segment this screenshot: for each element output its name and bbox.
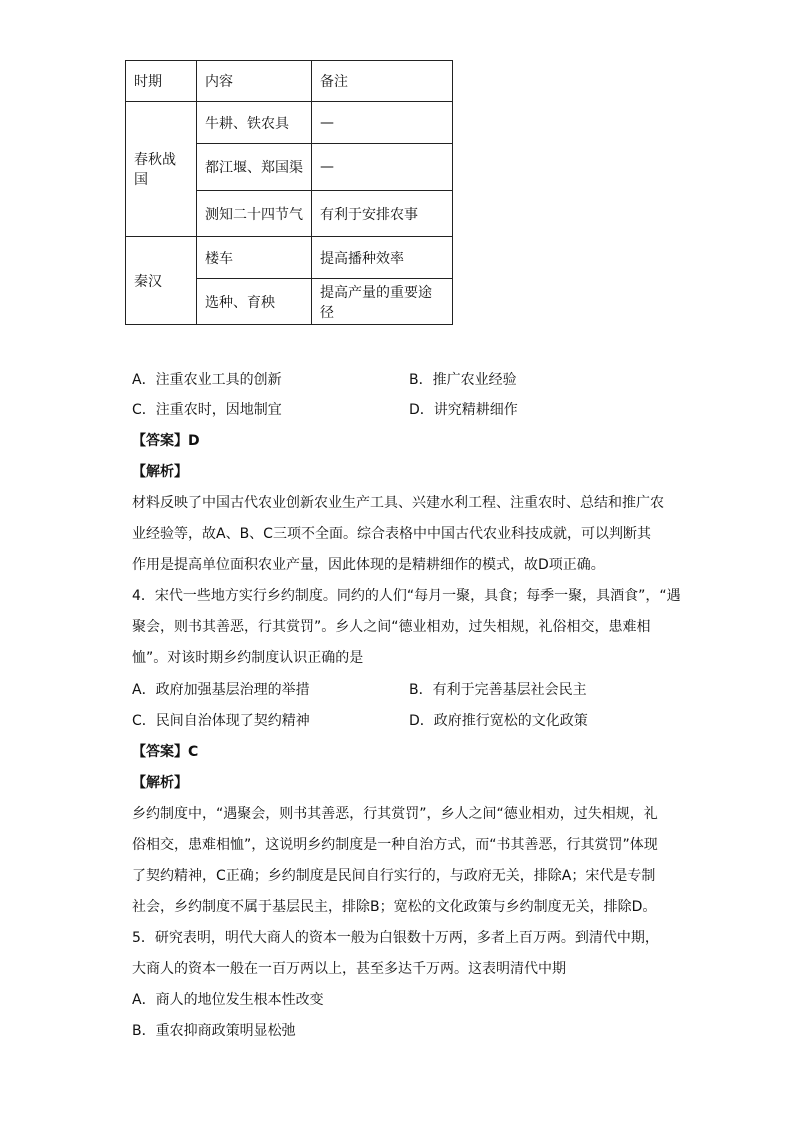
period-cell: 春秋战国 <box>126 102 197 237</box>
note-cell: 提高播种效率 <box>312 237 453 279</box>
q5-option-b: B．重农抑商政策明显松弛 <box>132 1023 296 1039</box>
table-header-row <box>126 61 453 102</box>
q4-analysis-line: 俗相交，患难相恤”，这说明乡约制度是一种自治方式，而“书其善恶，行其赏罚”体现 <box>132 837 658 853</box>
q4-analysis-line: 了契约精神，C正确；乡约制度是民间自行实行的，与政府无关，排除A；宋代是专制 <box>132 868 656 884</box>
note-cell: 有利于安排农事 <box>312 191 453 237</box>
q4-answer: 【答案】C <box>132 744 199 760</box>
content-cell: 楼车 <box>197 237 312 279</box>
q3-analysis-line: 业经验等，故A、B、C三项不全面。综合表格中中国古代农业科技成就，可以判断其 <box>132 526 651 542</box>
agriculture-table <box>125 60 453 325</box>
q4-analysis-line: 社会，乡约制度不属于基层民主，排除B；宽松的文化政策与乡约制度无关，排除D。 <box>132 899 657 915</box>
period-cell: 秦汉 <box>126 237 197 325</box>
header-note: 备注 <box>312 61 453 102</box>
q3-analysis-label: 【解析】 <box>132 464 188 480</box>
q4-stem-line: 4．宋代一些地方实行乡约制度。同约的人们“每月一聚，具食；每季一聚，具酒食”，“遇 <box>132 588 681 604</box>
header-period: 时期 <box>126 61 197 102</box>
q5-stem-line: 5．研究表明，明代大商人的资本一般为白银数十万两，多者上百万两。到清代中期， <box>132 930 659 946</box>
content-cell: 牛耕、铁农具 <box>197 102 312 144</box>
q4-stem-line: 聚会，则书其善恶，行其赏罚”。乡人之间“德业相劝，过失相规，礼俗相交，患难相 <box>132 619 651 635</box>
content-cell: 测知二十四节气 <box>197 191 312 237</box>
q3-option-b: B．推广农业经验 <box>409 372 517 388</box>
q4-stem-line: 恤”。对该时期乡约制度认识正确的是 <box>132 650 364 666</box>
q4-option-a: A．政府加强基层治理的举措 <box>132 682 310 698</box>
table-row <box>126 237 453 279</box>
q5-stem-line: 大商人的资本一般在一百万两以上，甚至多达千万两。这表明清代中期 <box>132 961 566 977</box>
header-content: 内容 <box>197 61 312 102</box>
q3-answer: 【答案】D <box>132 433 200 449</box>
q4-option-d: D．政府推行宽松的文化政策 <box>409 713 588 729</box>
q4-analysis-label: 【解析】 <box>132 775 188 791</box>
q4-analysis-line: 乡约制度中，“遇聚会，则书其善恶，行其赏罚”，乡人之间“德业相劝，过失相规，礼 <box>132 806 658 822</box>
note-cell: — <box>312 102 453 144</box>
q3-option-d: D．讲究精耕细作 <box>409 402 518 418</box>
q3-option-a: A．注重农业工具的创新 <box>132 372 282 388</box>
table-row <box>126 102 453 144</box>
note-cell: 提高产量的重要途径 <box>312 279 453 325</box>
q4-option-c: C．民间自治体现了契约精神 <box>132 713 310 729</box>
q5-option-a: A．商人的地位发生根本性改变 <box>132 992 324 1008</box>
content-cell: 都江堰、郑国渠 <box>197 144 312 191</box>
q3-analysis-line: 作用是提高单位面积农业产量，因此体现的是精耕细作的模式，故D项正确。 <box>132 557 605 573</box>
content-cell: 选种、育秧 <box>197 279 312 325</box>
note-cell: — <box>312 144 453 191</box>
q4-option-b: B．有利于完善基层社会民主 <box>409 682 587 698</box>
q3-analysis-line: 材料反映了中国古代农业创新农业生产工具、兴建水利工程、注重农时、总结和推广农 <box>132 495 664 511</box>
q3-option-c: C．注重农时，因地制宜 <box>132 402 282 418</box>
